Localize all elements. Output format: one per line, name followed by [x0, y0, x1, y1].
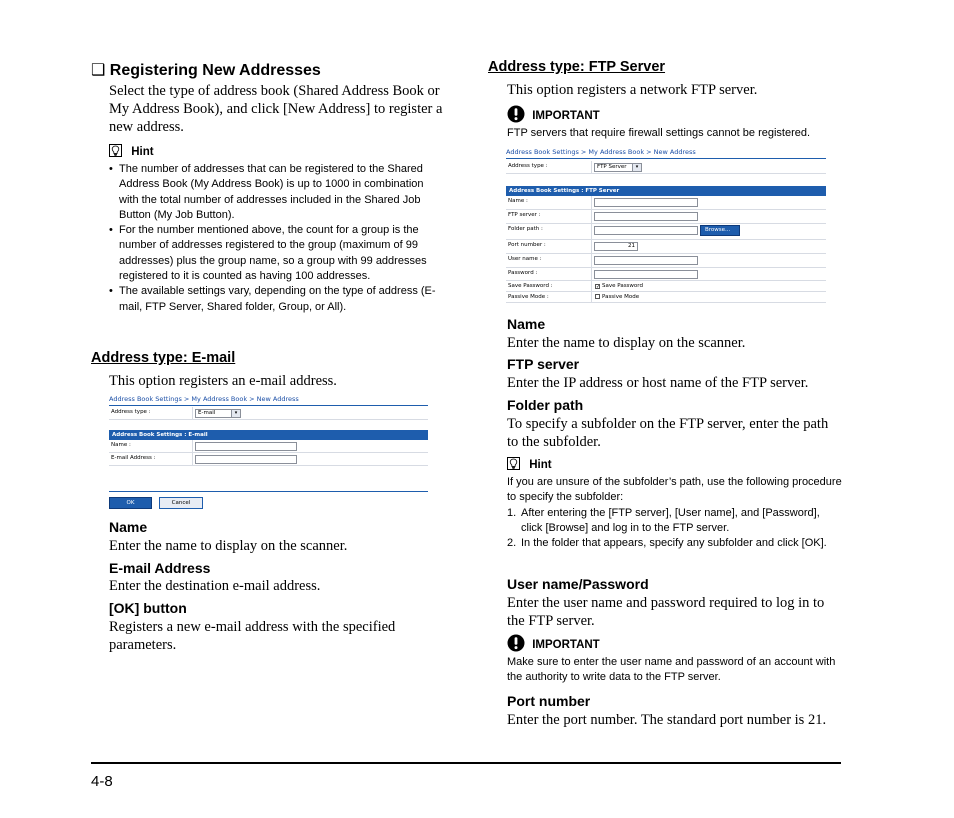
form-row [506, 254, 826, 268]
hint-step: In the folder that appears, specify any subfolder and click [OK]. [521, 537, 827, 550]
checkbox-bullet-icon: ❑ [91, 62, 106, 79]
form-row [109, 440, 428, 453]
field-label: User name : [508, 256, 542, 262]
item-text: Enter the port number. The standard port number is 21. [507, 712, 827, 728]
item-title: Folder path [507, 397, 584, 413]
hint-header [507, 457, 843, 471]
hint-intro: If you are unsure of the subfolder’s path, use the following procedure to specify the subfolder: [507, 476, 842, 504]
checkbox-label: Passive Mode [602, 294, 640, 300]
item-text: Enter the name to display on the scanner. [507, 335, 746, 351]
important-label: IMPORTANT [532, 110, 600, 122]
name-input[interactable] [594, 198, 698, 207]
port-number-input[interactable]: 21 [594, 242, 638, 251]
email-section-heading: Address type: E-mail [91, 350, 236, 366]
item-text: Registers a new e-mail address with the specified parameters. [109, 619, 396, 653]
password-input[interactable] [594, 270, 698, 279]
item-text: Enter the destination e-mail address. [109, 578, 321, 594]
chevron-down-icon: ▾ [231, 410, 240, 417]
hint-steps [507, 506, 843, 552]
lightbulb-hint-icon [507, 457, 520, 470]
ftp-server-input[interactable] [594, 212, 698, 221]
important-text: FTP servers that require firewall settings cannot be registered. [507, 127, 811, 139]
user-name-input[interactable] [594, 256, 698, 265]
ftp-screenshot [506, 148, 826, 304]
item-title: Name [109, 519, 148, 535]
item-text: Enter the IP address or host name of the FTP server. [507, 375, 809, 391]
save-password-checkbox[interactable] [595, 283, 643, 289]
exclamation-icon [507, 634, 525, 652]
breadcrumb: Address Book Settings > My Address Book > New Address [109, 395, 299, 403]
field-label: Name : [508, 198, 528, 204]
important-header [507, 105, 810, 123]
ftp-section-heading: Address type: FTP Server [488, 59, 666, 75]
hint-item: • The available settings vary, depending on the type of address (E-mail, FTP Server, Shared folder, Group, or All). [119, 284, 441, 315]
form-row [506, 281, 826, 292]
divider [109, 491, 428, 492]
form-row [506, 196, 826, 210]
important-text: Make sure to enter the user name and password of an account with the authority to write data to the FTP server. [507, 656, 836, 684]
field-label: Passive Mode : [508, 294, 549, 300]
important-header [507, 634, 843, 652]
chevron-down-icon: ▾ [632, 164, 641, 171]
field-label: Password : [508, 270, 538, 276]
section-bar: Address Book Settings : FTP Server [506, 186, 826, 196]
item-text: To specify a subfolder on the FTP server, enter the path to the subfolder. [507, 416, 829, 450]
hint-label: Hint [529, 459, 552, 471]
item-title: [OK] button [109, 600, 187, 616]
hint-step: After entering the [FTP server], [User name], and [Password], click [Browse] and log in to the FTP server. [521, 506, 820, 534]
form-row [506, 210, 826, 224]
important-block [507, 105, 810, 141]
browse-button[interactable]: Browse... [700, 225, 740, 236]
hint-label: Hint [131, 146, 154, 158]
field-label: Folder path : [508, 226, 543, 232]
field-label: Name : [111, 442, 131, 448]
form-row [506, 224, 826, 240]
ftp-intro: This option registers a network FTP server. [507, 82, 758, 98]
item-title: Port number [507, 693, 591, 709]
passive-mode-checkbox[interactable] [595, 294, 639, 300]
hint-item: • For the number mentioned above, the count for a group is the number of addresses registered to the group (maximum of 99 addresses) plus the group name, so a group with 99 addresses registered to it is counted as having 100 addresses. [119, 223, 441, 284]
field-label: Save Password : [508, 283, 553, 289]
item-title: Name [507, 316, 546, 332]
field-label: E-mail Address : [111, 455, 156, 461]
ok-button[interactable]: OK [109, 497, 152, 509]
email-intro: This option registers an e-mail address. [109, 373, 337, 389]
important-block [507, 634, 843, 686]
hint-block [507, 457, 843, 551]
hint-list [109, 162, 441, 315]
form-row [506, 292, 826, 303]
important-label: IMPORTANT [532, 639, 600, 651]
exclamation-icon [507, 105, 525, 123]
address-type-value: E-mail [198, 410, 216, 416]
breadcrumb: Address Book Settings > My Address Book > New Address [506, 148, 696, 156]
address-type-label: Address type : [508, 163, 548, 169]
hint-header [109, 144, 441, 158]
cancel-button[interactable]: Cancel [159, 497, 203, 509]
divider [506, 158, 826, 159]
email-screenshot [109, 395, 428, 511]
address-type-row [506, 161, 826, 174]
lightbulb-hint-icon [109, 144, 122, 157]
form-row [109, 453, 428, 466]
field-label: Port number : [508, 242, 546, 248]
intro-paragraph: Select the type of address book (Shared Address Book or My Address Book), and click [New Address] to register a new address. [109, 83, 443, 135]
item-title: E-mail Address [109, 560, 211, 576]
address-type-row [109, 407, 428, 420]
section-bar: Address Book Settings : E-mail [109, 430, 428, 440]
item-text: Enter the user name and password required to log in to the FTP server. [507, 595, 825, 629]
hint-block [109, 144, 441, 315]
name-input[interactable] [195, 442, 297, 451]
address-type-value: FTP Server [597, 164, 627, 170]
section-heading [91, 60, 321, 80]
form-row [506, 268, 826, 281]
address-type-label: Address type : [111, 409, 151, 415]
section-heading-text: Registering New Addresses [109, 62, 321, 79]
address-type-select[interactable] [195, 409, 241, 418]
address-type-select[interactable] [594, 163, 642, 172]
divider [109, 405, 428, 406]
item-text: Enter the name to display on the scanner. [109, 538, 348, 554]
email-address-input[interactable] [195, 455, 297, 464]
checkbox-label: Save Password [602, 283, 643, 289]
item-title: FTP server [507, 356, 580, 372]
checkmark-icon: ✓ [596, 284, 601, 290]
item-title: User name/Password [507, 576, 649, 592]
form-row [506, 240, 826, 254]
field-label: FTP server : [508, 212, 541, 218]
page-number: 4-8 [91, 773, 113, 790]
folder-path-input[interactable] [594, 226, 698, 235]
footer-rule [91, 762, 841, 764]
hint-item: • The number of addresses that can be registered to the Shared Address Book (My Address Book) is up to 1000 in combination with the total number of addresses included in the Shared Job Button (My Job Button). [119, 162, 441, 223]
